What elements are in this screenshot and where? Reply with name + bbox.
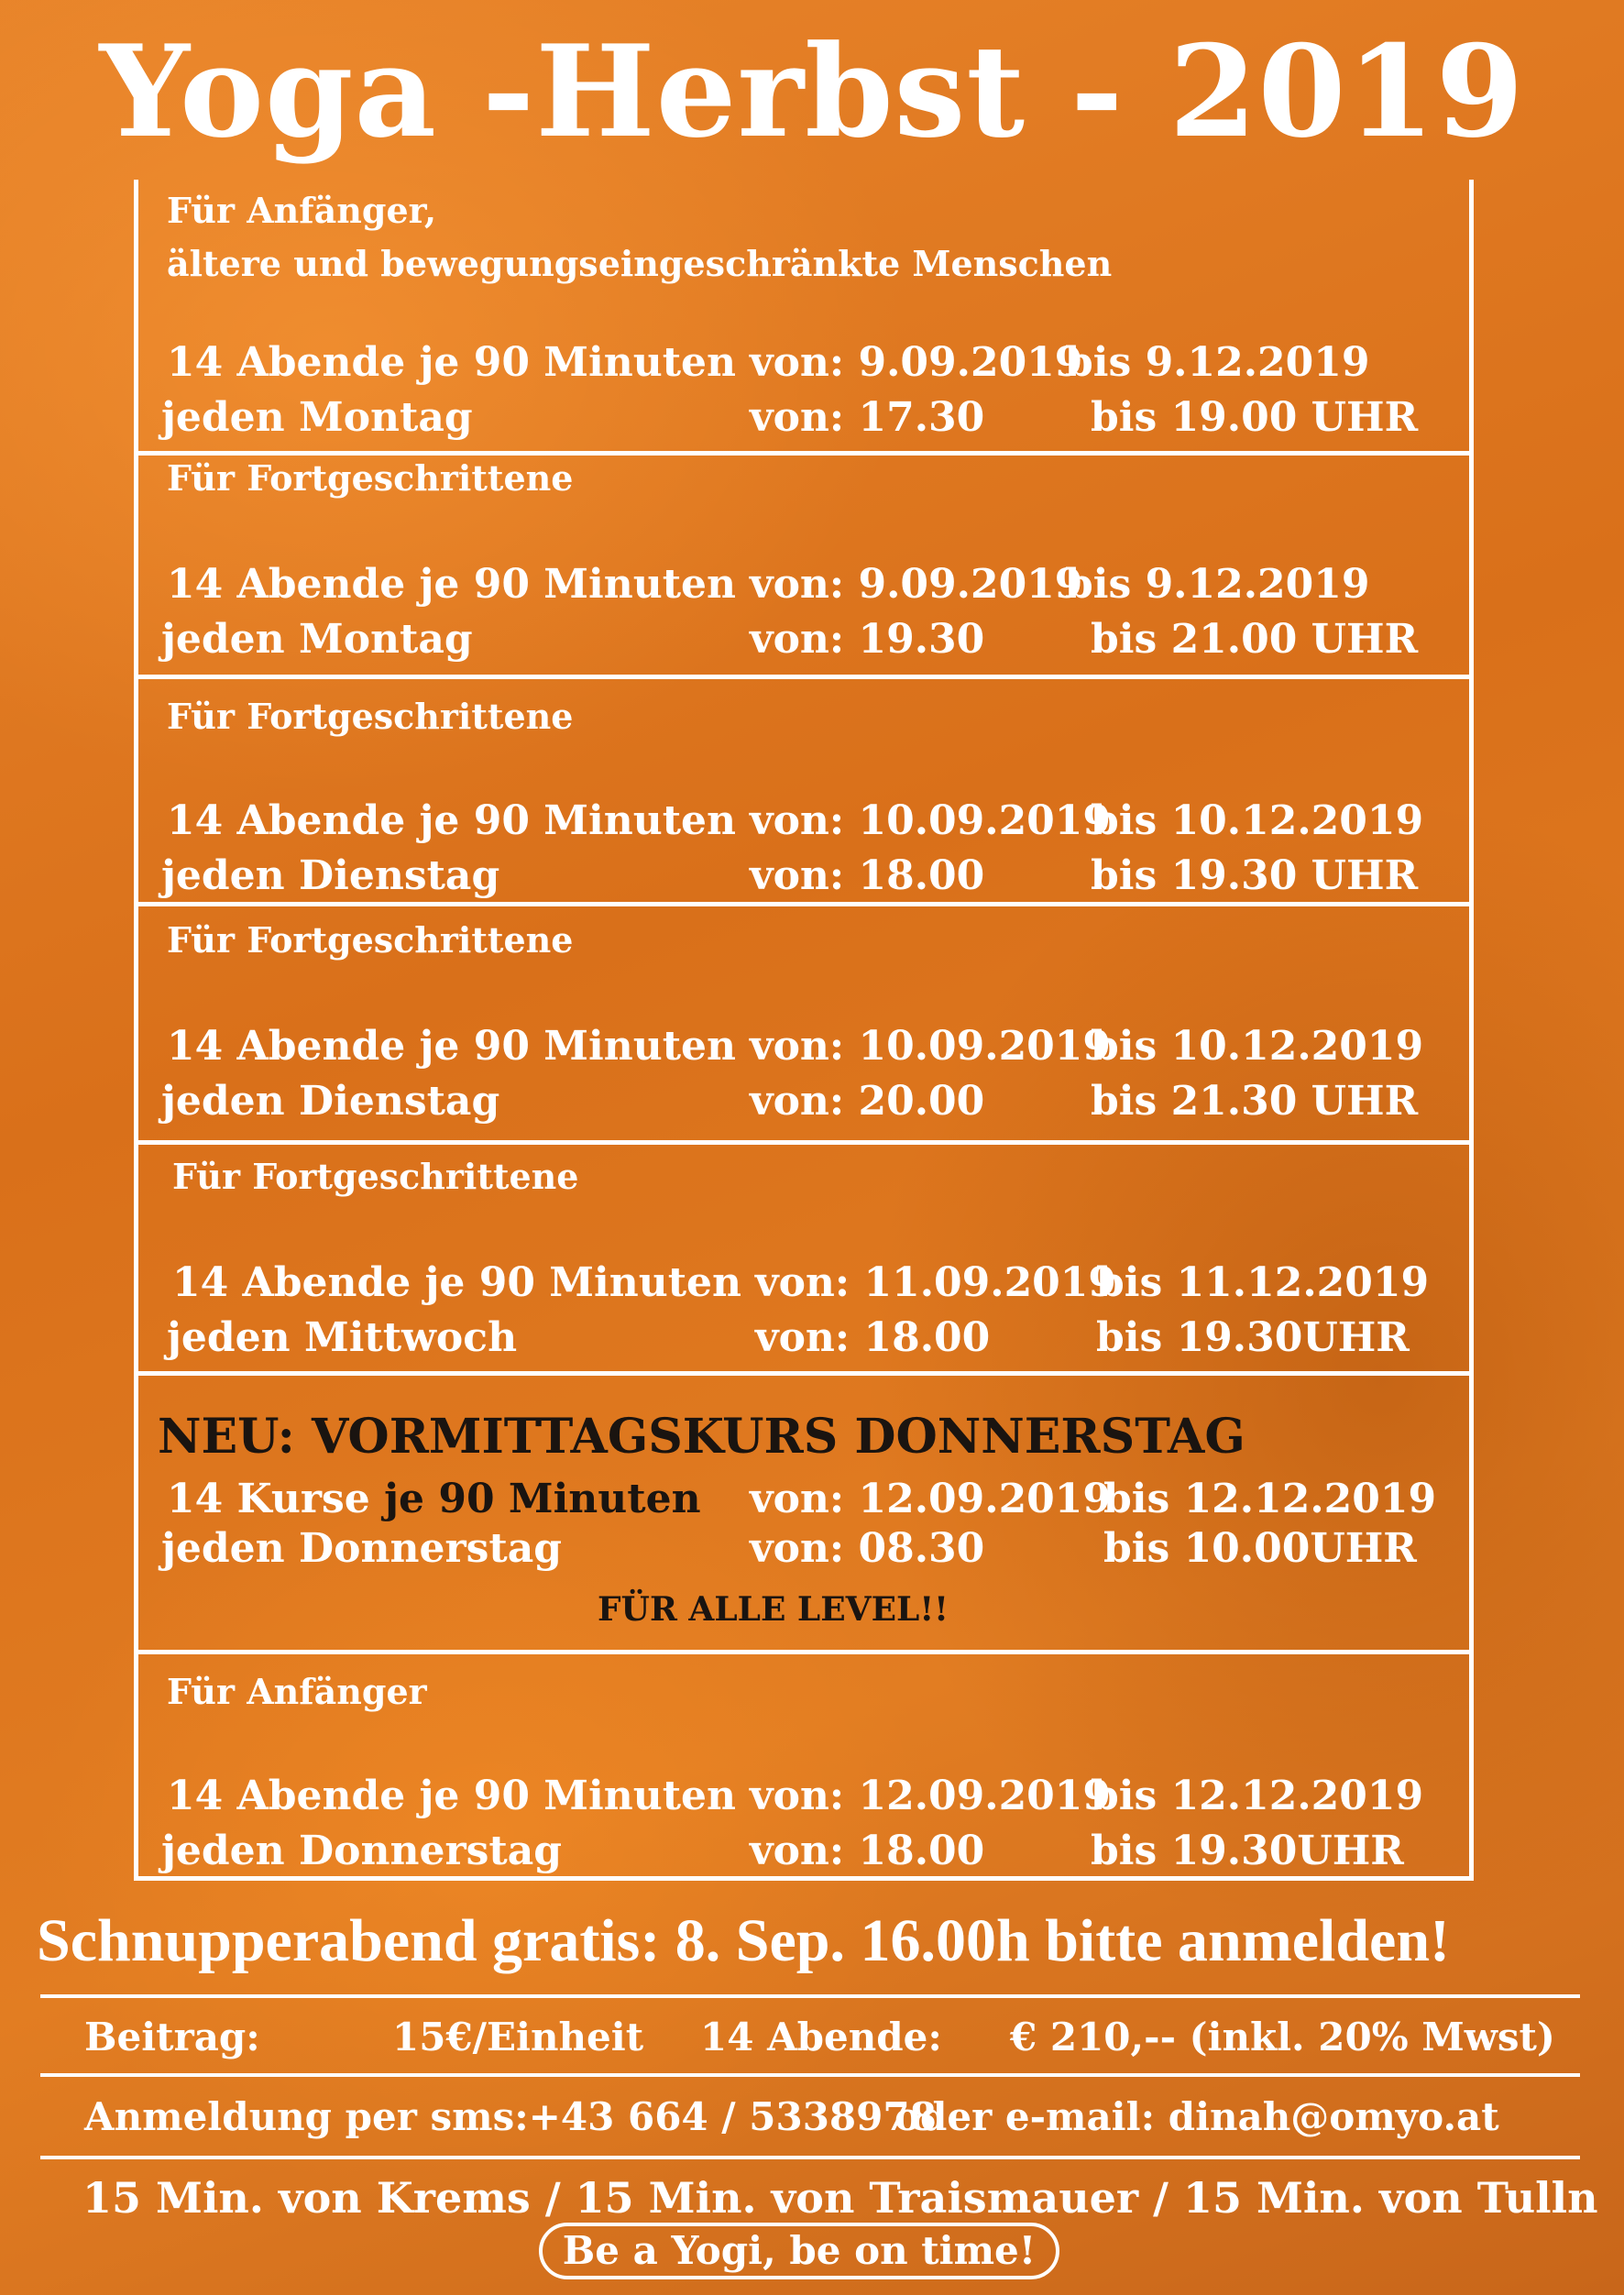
trial-evening: Schnupperabend gratis: 8. Sep. 16.00h bitte anmelden! — [37, 1907, 1451, 1974]
course-sessions-duration: je 90 Minuten — [384, 1476, 701, 1522]
divider — [134, 1650, 1474, 1654]
divider — [134, 675, 1474, 679]
course-sessions: 14 Abende je 90 Minuten — [167, 1023, 737, 1070]
course-label: ältere und bewegungseingeschränkte Menschen — [167, 243, 1113, 284]
fee-per-unit: 15€/Einheit — [392, 2015, 644, 2059]
location-info: 15 Min. von Krems / 15 Min. von Traismauer / 15 Min. von Tulln — [82, 2173, 1598, 2223]
course-time-to: bis 21.30 UHR — [1091, 1078, 1419, 1125]
course-date-from: von: 12.09.2019 — [750, 1773, 1112, 1819]
course-weekday: jeden Donnerstag — [161, 1525, 563, 1572]
divider — [134, 451, 1474, 456]
course-date-to: bis 12.12.2019 — [1103, 1476, 1437, 1522]
course-sessions: 14 Abende je 90 Minuten — [167, 1773, 737, 1819]
course-weekday: jeden Montag — [161, 394, 473, 441]
motto-badge: Be a Yogi, be on time! — [539, 2223, 1059, 2279]
course-date-from: von: 10.09.2019 — [750, 1023, 1112, 1070]
course-time-from: von: 17.30 — [750, 394, 985, 441]
course-time-from: von: 19.30 — [750, 616, 985, 663]
divider — [134, 902, 1474, 906]
course-label: Für Fortgeschrittene — [167, 457, 574, 499]
course-label: Für Fortgeschrittene — [172, 1156, 579, 1197]
course-time-to: bis 19.30UHR — [1091, 1828, 1404, 1874]
divider — [40, 2156, 1580, 2159]
course-sessions: 14 Abende je 90 Minuten — [167, 339, 737, 386]
course-weekday: jeden Donnerstag — [161, 1828, 563, 1874]
course-weekday: jeden Dienstag — [161, 1078, 500, 1125]
course-time-from: von: 18.00 — [750, 1828, 985, 1874]
course-weekday: jeden Montag — [161, 616, 473, 663]
course-date-from: von: 12.09.2019 — [750, 1476, 1112, 1522]
course-date-from: von: 11.09.2019 — [755, 1259, 1117, 1306]
course-time-to: bis 19.00 UHR — [1091, 394, 1419, 441]
course-date-to: bis 12.12.2019 — [1091, 1773, 1424, 1819]
course-time-from: von: 18.00 — [750, 852, 985, 899]
course-time-from: von: 20.00 — [750, 1078, 985, 1125]
course-sessions: 14 Abende je 90 Minuten — [172, 1259, 742, 1306]
registration-sms: Anmeldung per sms:+43 664 / 5338978 — [84, 2094, 937, 2139]
course-date-from: von: 10.09.2019 — [750, 797, 1112, 844]
course-note: FÜR ALLE LEVEL!! — [598, 1590, 949, 1629]
registration-email: oder e-mail: dinah@omyo.at — [894, 2094, 1499, 2139]
course-label: Für Anfänger — [167, 1671, 427, 1712]
course-time-to: bis 19.30 UHR — [1091, 852, 1419, 899]
course-date-to: bis 10.12.2019 — [1091, 797, 1424, 844]
divider — [134, 1140, 1474, 1145]
course-sessions-count: 14 Kurse — [167, 1476, 385, 1522]
course-time-from: von: 08.30 — [750, 1525, 985, 1572]
course-date-to: bis 10.12.2019 — [1091, 1023, 1424, 1070]
course-time-to: bis 10.00UHR — [1103, 1525, 1417, 1572]
course-label: Für Fortgeschrittene — [167, 919, 574, 961]
page-title: Yoga -Herbst - 2019 — [99, 16, 1525, 166]
course-date-from: von: 9.09.2019 — [750, 339, 1083, 386]
course-date-to: bis 9.12.2019 — [1065, 339, 1370, 386]
course-label: Für Fortgeschrittene — [167, 696, 574, 737]
course-date-to: bis 9.12.2019 — [1065, 561, 1370, 608]
fee-label: Beitrag: — [84, 2015, 260, 2059]
course-sessions: 14 Abende je 90 Minuten — [167, 797, 737, 844]
divider — [40, 1994, 1580, 1998]
course-date-to: bis 11.12.2019 — [1096, 1259, 1430, 1306]
divider — [40, 2073, 1580, 2077]
course-time-to: bis 19.30UHR — [1096, 1314, 1410, 1361]
divider — [134, 1371, 1474, 1376]
course-date-from: von: 9.09.2019 — [750, 561, 1083, 608]
course-weekday: jeden Dienstag — [161, 852, 500, 899]
course-sessions — [167, 1476, 701, 1523]
fee-total: € 210,-- (inkl. 20% Mwst) — [1010, 2015, 1555, 2059]
course-time-from: von: 18.00 — [755, 1314, 991, 1361]
course-label: Für Anfänger, — [167, 190, 437, 231]
new-course-heading: NEU: VORMITTAGSKURS DONNERSTAG — [158, 1409, 1245, 1465]
course-sessions: 14 Abende je 90 Minuten — [167, 561, 737, 608]
course-time-to: bis 21.00 UHR — [1091, 616, 1419, 663]
fee-count: 14 Abende: — [700, 2015, 942, 2059]
course-weekday: jeden Mittwoch — [167, 1314, 518, 1361]
